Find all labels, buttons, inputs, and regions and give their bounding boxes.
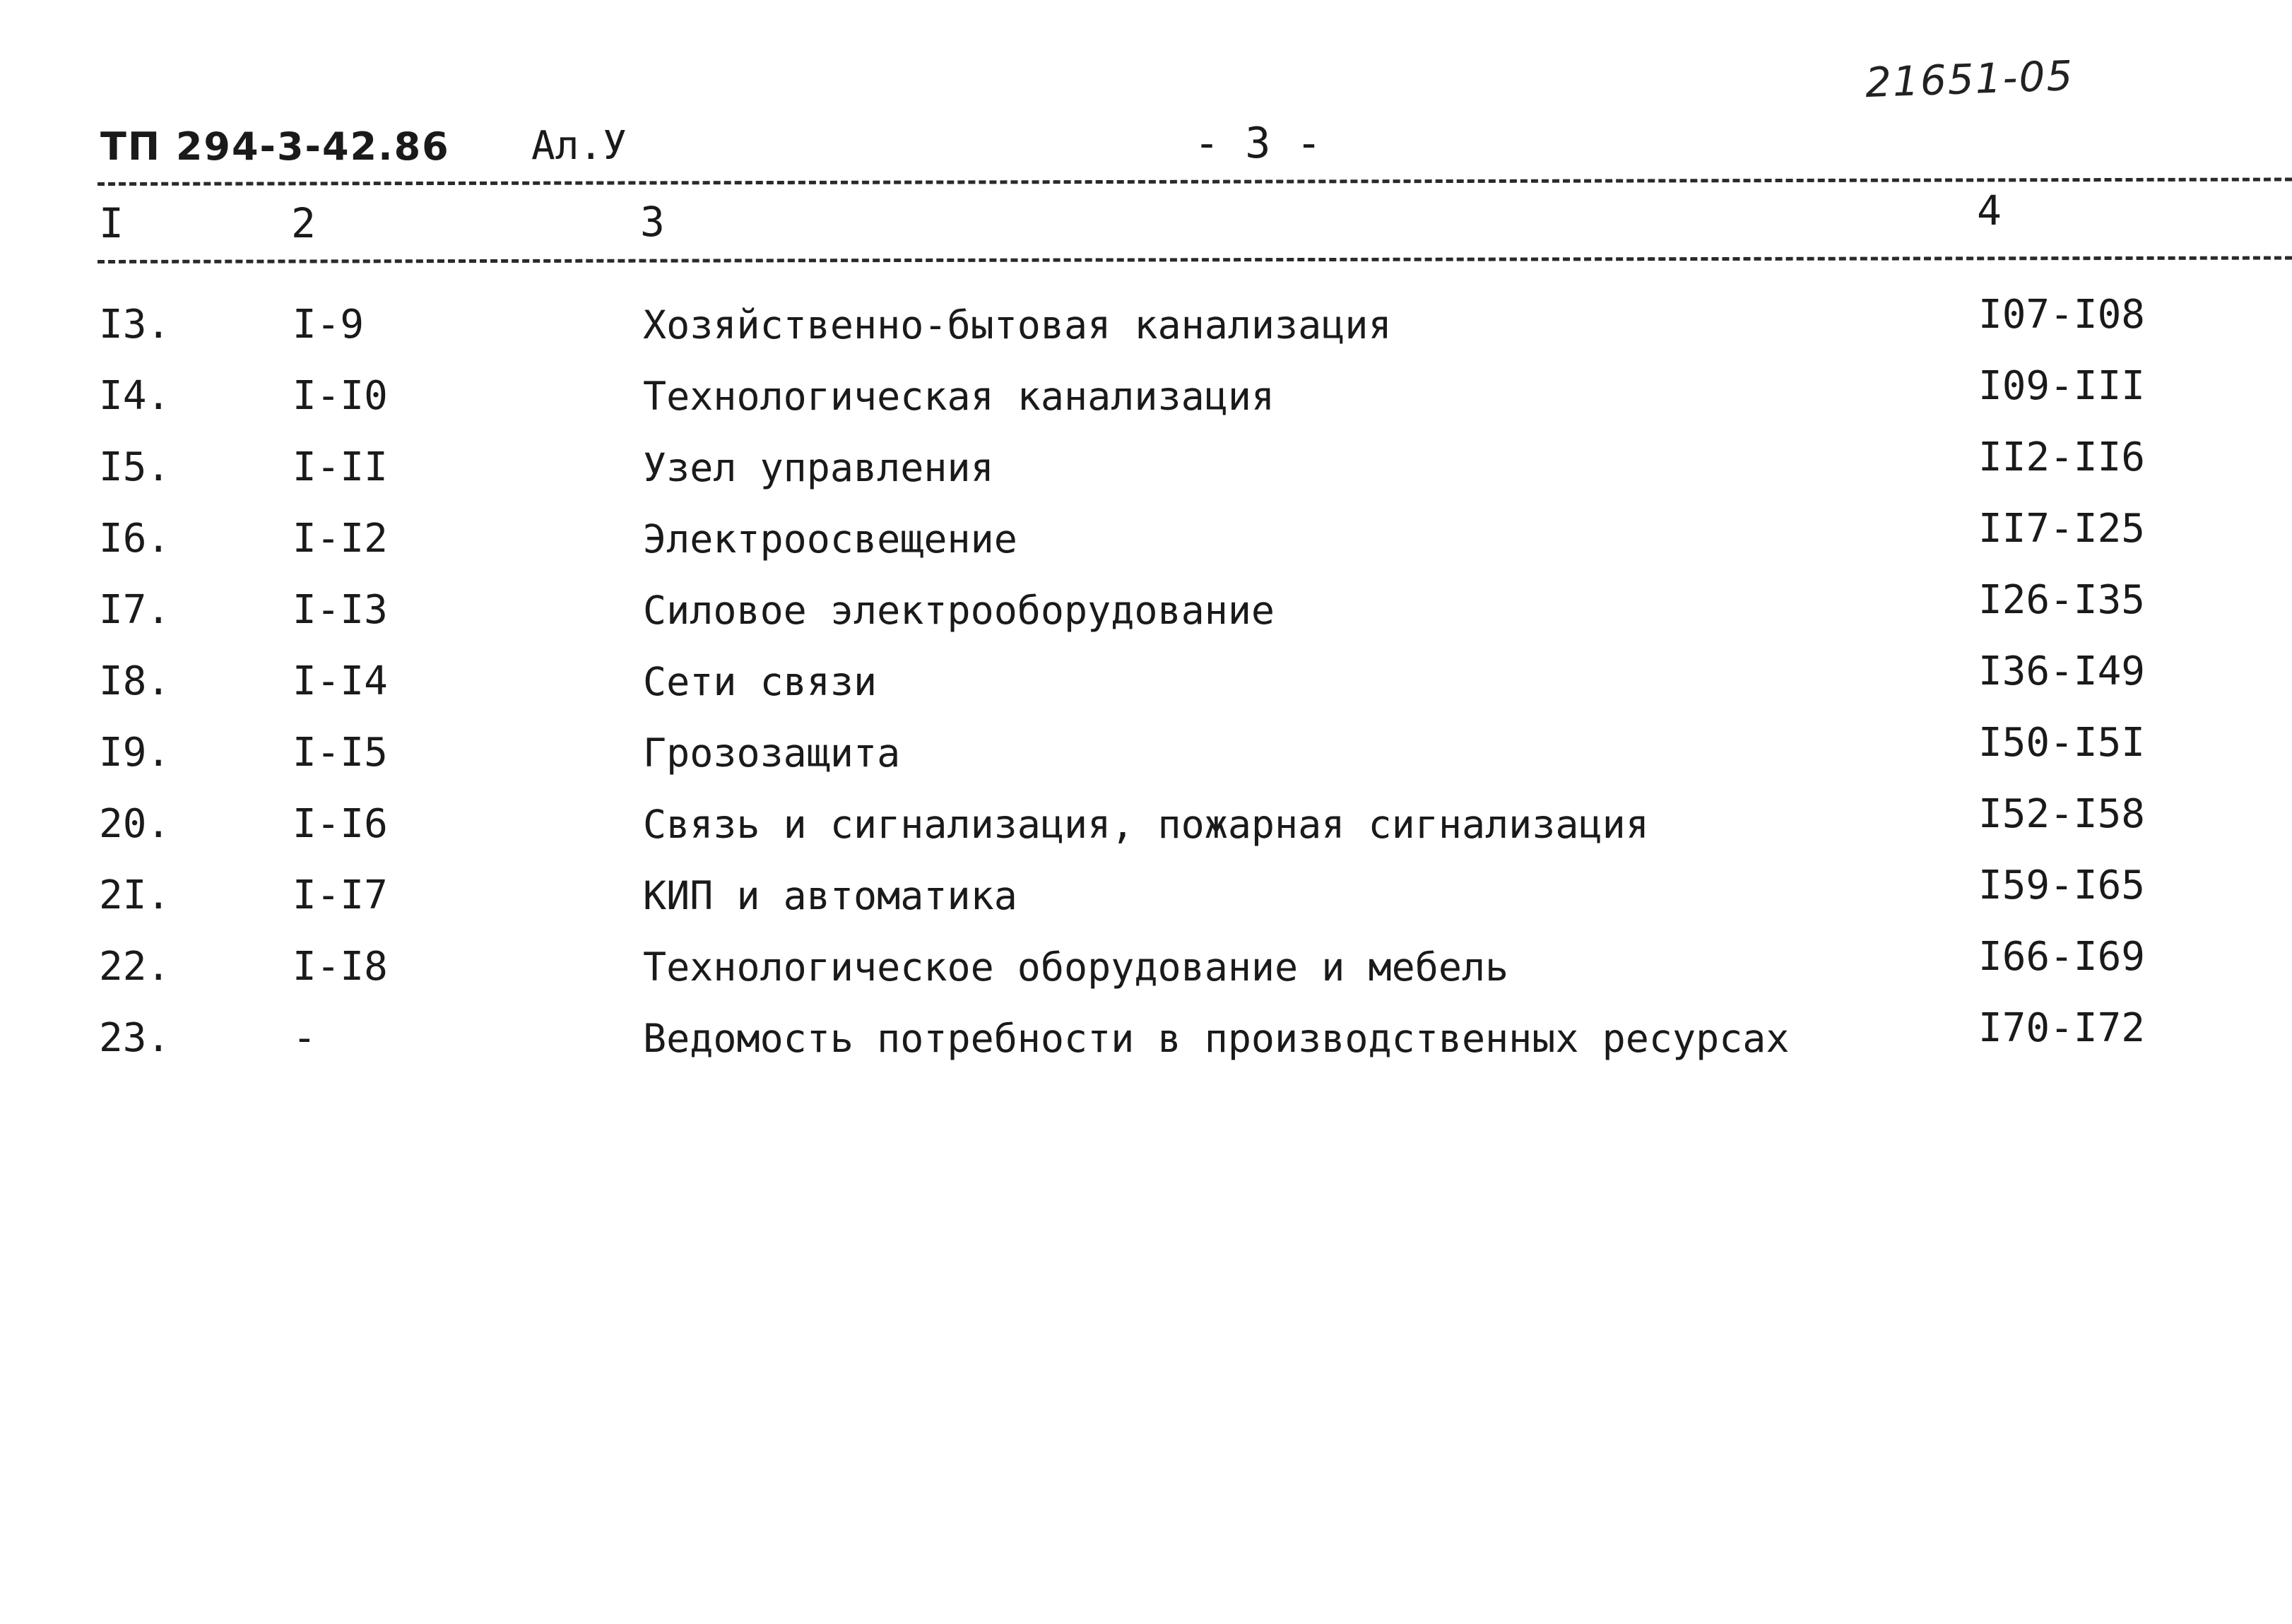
row-pages: I50-I5I [1978,720,2146,766]
column-header-3: 3 [640,198,665,246]
row-code: I-I7 [293,872,388,918]
row-pages: I09-III [1978,363,2146,409]
page-number: - 3 - [1194,119,1322,168]
table-body [0,292,2292,1081]
header-rule-top [98,177,2292,186]
row-pages: I07-I08 [1978,292,2146,338]
row-number: I7. [99,587,171,633]
row-code: I-I2 [293,516,388,562]
row-pages: II2-II6 [1978,434,2146,480]
table-row [0,720,2292,796]
row-title: Технологическая канализация [643,374,1275,419]
table-row [0,934,2292,1010]
table-row [0,648,2292,725]
table-row [0,506,2292,582]
document-code: ТП 294-3-42.86 [100,124,450,169]
sheet-label: Ал.У [531,123,627,169]
table-row [0,363,2292,439]
row-title: Технологическое оборудование и мебель [643,944,1509,990]
handwritten-archive-number: 21651-05 [1864,51,2075,107]
row-title: Грозозащита [643,730,901,776]
row-pages: I66-I69 [1978,934,2146,980]
table-row [0,791,2292,867]
row-number: I3. [99,302,171,348]
row-code: I-I6 [293,801,388,847]
table-row [0,434,2292,511]
row-code: I-II [293,444,388,490]
row-pages: II7-I25 [1978,506,2146,552]
header-rule-bottom [98,256,2292,263]
row-pages: I36-I49 [1978,648,2146,694]
row-title: Узел управления [643,445,994,490]
row-number: 23. [99,1015,171,1061]
row-title: Электроосвещение [643,516,1017,562]
table-row [0,863,2292,939]
column-header-1: I [99,199,124,247]
row-number: 20. [99,801,171,847]
row-title: Сети связи [643,659,878,704]
row-title: Связь и сигнализация, пожарная сигнализация [643,802,1649,847]
row-code: I-9 [293,302,365,348]
row-title: КИП и автоматика [643,873,1017,918]
row-number: I4. [99,373,171,419]
row-code: I-I3 [293,587,388,633]
row-title: Силовое электрооборудование [643,588,1275,633]
row-pages: I59-I65 [1978,863,2146,908]
row-number: I9. [99,730,171,776]
row-title: Ведомость потребности в производственных ресурсах [643,1016,1790,1061]
column-header-2: 2 [291,199,316,247]
row-title: Хозяйственно-бытовая канализация [643,302,1392,348]
table-row [0,577,2292,653]
row-code: I-I5 [293,730,388,776]
row-number: 2I. [99,872,171,918]
row-code: I-I8 [293,944,388,990]
row-code: I-I4 [293,658,388,704]
row-pages: I52-I58 [1978,791,2146,837]
row-pages: I70-I72 [1978,1005,2146,1051]
row-number: I6. [99,516,171,562]
row-number: I5. [99,444,171,490]
row-number: I8. [99,658,171,704]
row-pages: I26-I35 [1978,577,2146,623]
column-header-4: 4 [1977,186,2002,235]
row-number: 22. [99,944,171,990]
table-row [0,1005,2292,1081]
row-code: - [293,1015,317,1061]
row-code: I-I0 [293,373,388,419]
table-row [0,292,2292,368]
